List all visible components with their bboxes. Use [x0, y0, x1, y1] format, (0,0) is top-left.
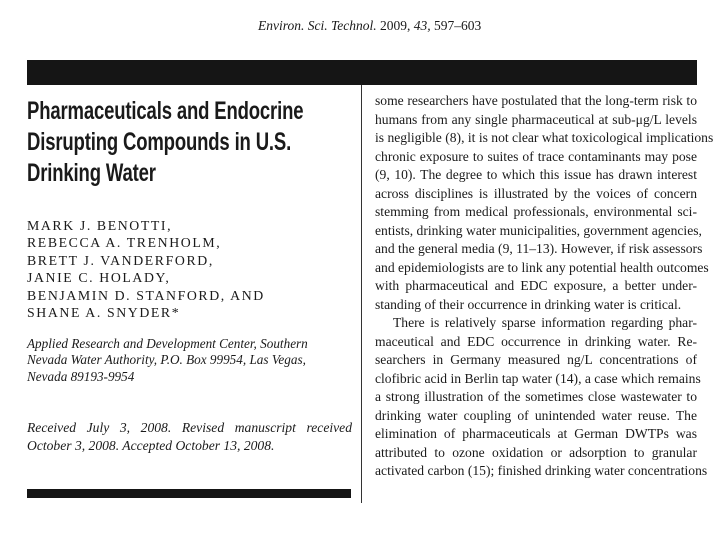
body-line: humans from any single pharmaceutical at sub-μg/L levels [375, 111, 697, 127]
journal-year: 2009, [380, 18, 411, 33]
body-line: stemming from medical professionals, environmental sci- [375, 204, 697, 219]
body-line: maceutical and EDC occurrence in drinking water. Re- [375, 333, 697, 349]
footer-rule [27, 489, 351, 498]
article-title: Pharmaceuticals and Endocrine Disrupting Compounds in U.S. Drinking Water [27, 97, 304, 187]
body-line: attributed to ozone oxidation or adsorption to granular [375, 444, 697, 460]
body-line: some researchers have postulated that the long-term risk to [375, 93, 697, 108]
body-line: chronic exposure to suites of trace contaminants may pose [375, 148, 697, 164]
body-line: (9, 10). The degree to which this issue has drawn interest [375, 167, 697, 182]
body-text-column [375, 92, 714, 481]
column-divider [361, 85, 362, 503]
author: SHANE A. SNYDER* [27, 305, 181, 321]
body-line: with pharmaceutical and EDC exposure, a better under- [375, 278, 697, 293]
journal-name: Environ. Sci. Technol. [258, 18, 377, 33]
body-line: searchers in Germany measured ng/L concentrations of [375, 352, 697, 367]
journal-pages: 597–603 [434, 18, 482, 33]
body-line: standing of their occurrence in drinking water is critical. [375, 296, 682, 312]
body-line: a strong illustration of the sometimes close wastewater to [375, 389, 697, 404]
header-rule [27, 60, 697, 85]
body-line: and the general media (9, 11–13). However, if risk assessors [375, 241, 703, 256]
author: REBECCA A. TRENHOLM, [27, 235, 222, 251]
body-line: drinking water coupling of unintended water reuse. The [375, 407, 697, 423]
author: MARK J. BENOTTI, [27, 218, 173, 233]
body-line: activated carbon (15); finished drinking water concentrations [375, 463, 708, 478]
journal-volume: 43, [413, 18, 431, 33]
body-line: entists, drinking water municipalities, government agencies, [375, 222, 702, 238]
author: BRETT J. VANDERFORD, [27, 252, 214, 268]
body-line: There is relatively sparse information regarding phar- [393, 315, 697, 330]
author-affiliation: Applied Research and Development Center, Southern Nevada Water Authority, P.O. Box 99954, Las Vegas, Nevada 89193-9954 [27, 336, 308, 384]
author: JANIE C. HOLADY, [27, 270, 171, 286]
body-line: across disciplines is illustrated by the voices of concern [375, 185, 697, 201]
body-line: clofibric acid in Berlin tap water (14), a case which remains [375, 370, 701, 386]
author: BENJAMIN D. STANFORD, AND [27, 287, 265, 303]
received-dates: Received July 3, 2008. Revised manuscript received October 3, 2008. Accepted October 13, 2008. [27, 420, 352, 453]
body-line: and epidemiologists are to link any potential health outcomes [375, 259, 709, 275]
journal-citation [258, 18, 508, 34]
body-line: elimination of pharmaceuticals at German DWTPs was [375, 426, 697, 441]
author-list [27, 217, 357, 321]
body-line: is negligible (8), it is not clear what toxicological implications [375, 130, 714, 145]
